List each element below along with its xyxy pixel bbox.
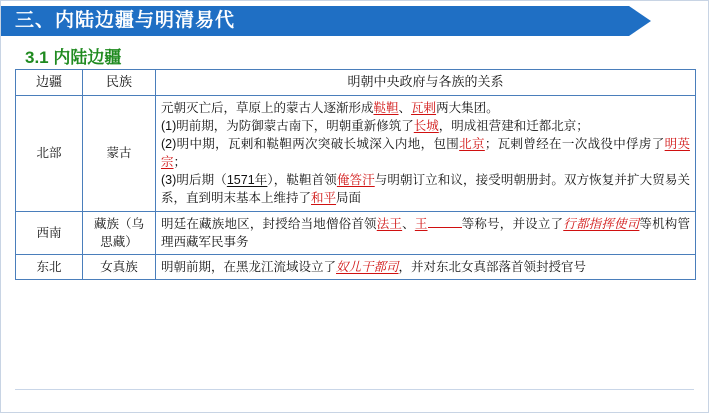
text-run: (2)明中期，瓦剌和鞑靼两次突破长城深入内地，包围: [161, 137, 460, 152]
cell-ethnic: 女真族: [83, 254, 156, 279]
relation-paragraph: [161, 99, 690, 117]
table-row: [16, 95, 696, 211]
text-run: ，并对东北女真部落首领封授官号: [398, 259, 587, 274]
text-run: (1)明前期，为防御蒙古南下，明朝重新修筑了: [161, 118, 414, 133]
text-run: 明廷在藏族地区，封授给当地僧俗首领: [161, 216, 377, 231]
highlighted-term: 鞑靼: [373, 100, 399, 115]
text-run: ，明成祖营建和迁都北京；: [438, 118, 589, 133]
cell-relation: [156, 211, 696, 254]
table-body: [16, 95, 696, 279]
text-run: 元朝灭亡后，草原上的蒙古人逐渐形成: [161, 100, 374, 115]
highlighted-term: 北京: [459, 137, 485, 152]
highlighted-term: 法王: [376, 216, 403, 231]
text-run: 明朝前期，在黑龙江流域设立了: [161, 259, 337, 274]
highlighted-term: 俺答汗: [336, 173, 375, 188]
relation-paragraph: [161, 215, 690, 251]
text-run: 、: [398, 100, 412, 115]
text-run: ），鞑靼首领: [267, 173, 337, 188]
cell-relation: [156, 254, 696, 279]
text-run: 、: [402, 216, 415, 231]
highlighted-term: 和平: [311, 191, 337, 206]
highlighted-term: 行都指挥使司: [563, 216, 640, 231]
text-run: ；瓦剌曾经在一次战役中俘虏了: [484, 137, 665, 152]
text-run: 两大集团。: [436, 100, 499, 115]
header-region: 边疆: [16, 70, 83, 96]
text-run: (3)明后期（: [161, 173, 227, 188]
table-row: [16, 211, 696, 254]
text-run: 等称号，并设立了: [461, 216, 564, 231]
section-title: 内陆边疆: [53, 48, 122, 67]
footer-divider: [15, 389, 694, 390]
highlighted-term: 1571年: [226, 173, 268, 188]
frontier-relations-table: [15, 69, 696, 280]
highlighted-term: 奴儿干都司: [336, 259, 399, 274]
highlighted-term: 长城: [413, 118, 439, 133]
cell-region: 西南: [16, 211, 83, 254]
slide-title: 三、内陆边疆与明清易代: [15, 10, 236, 31]
highlighted-term: [428, 227, 462, 228]
header-ethnic: 民族: [83, 70, 156, 96]
highlighted-term: 王: [414, 216, 428, 231]
header-relation: 明朝中央政府与各族的关系: [156, 70, 696, 96]
text-run: ；: [173, 155, 187, 170]
table-row: [16, 254, 696, 279]
text-run: 局面: [336, 191, 362, 206]
relation-paragraph: [161, 135, 690, 171]
section-heading: [25, 43, 121, 68]
highlighted-term: 瓦剌: [411, 100, 437, 115]
relation-paragraph: [161, 171, 690, 207]
text-run: 等机构管理西藏军民事务: [161, 216, 690, 249]
section-number: 3.1: [25, 48, 49, 67]
cell-region: 东北: [16, 254, 83, 279]
cell-region: 北部: [16, 95, 83, 211]
text-run: 与明朝订立和议，接受明朝册封。双方恢复并扩大贸易关系，直到明末基本上维持了: [161, 173, 690, 206]
cell-ethnic: 蒙古: [83, 95, 156, 211]
relation-paragraph: [161, 258, 690, 276]
cell-ethnic: 藏族（乌思藏）: [83, 211, 156, 254]
table-header-row: [16, 70, 696, 96]
table-header: [16, 70, 696, 96]
highlighted-term: 明英宗: [161, 137, 690, 170]
relation-paragraph: [161, 117, 690, 135]
slide-title-banner: [1, 6, 651, 36]
cell-relation: [156, 95, 696, 211]
